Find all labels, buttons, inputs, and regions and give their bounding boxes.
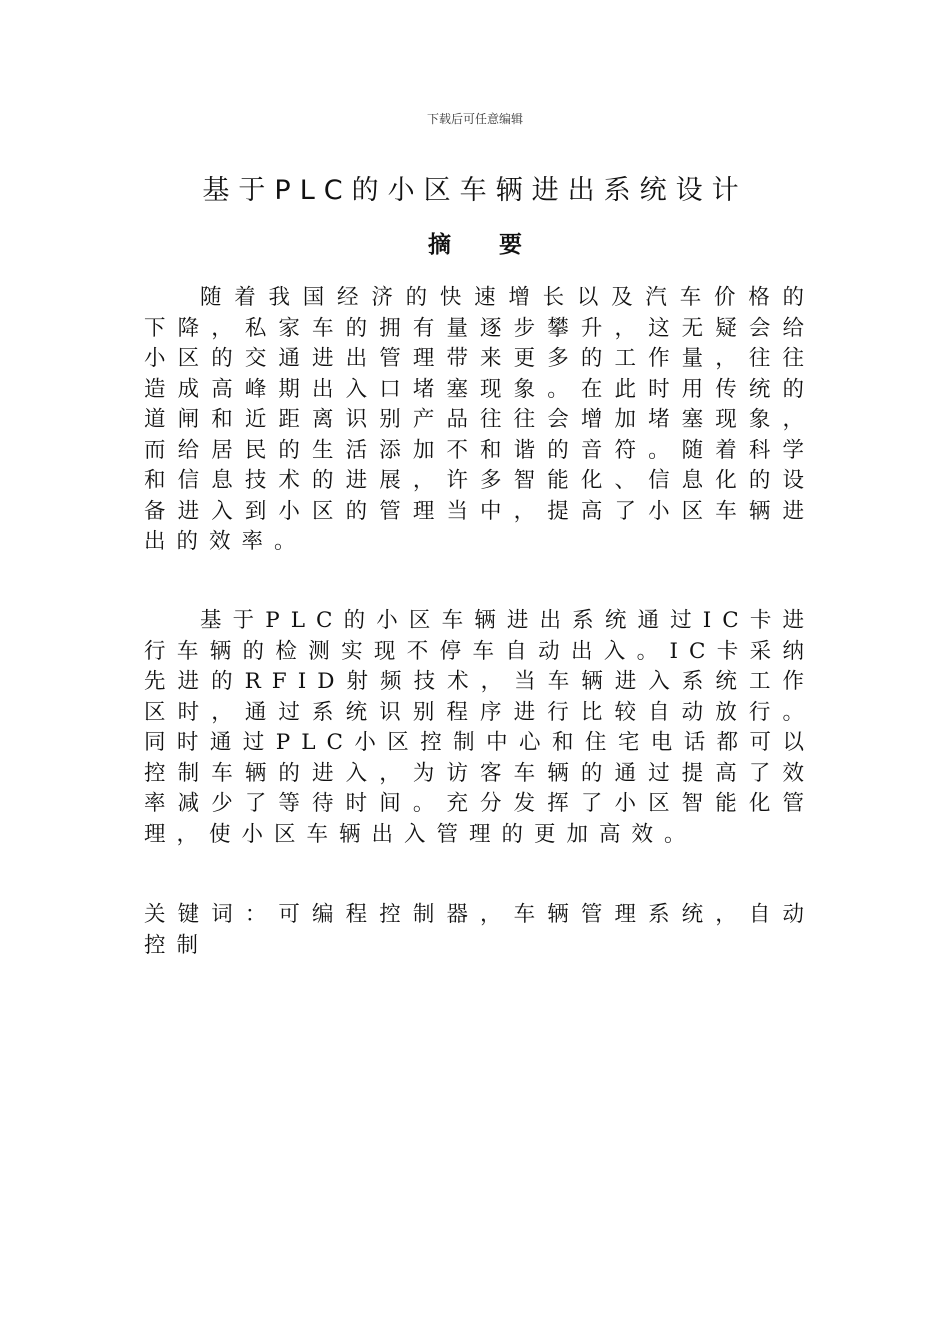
abstract-paragraph-1: 随着我国经济的快速增长以及汽车价格的下降，私家车的拥有量逐步攀升，这无疑会给小区的交通进出管理带来更多的工作量，往往造成高峰期出入口堵塞现象。在此时用传统的道闸和近距离识别产品往往会增加堵塞现象，而给居民的生活添加不和谐的音符。随着科学和信息技术的进展，许多智能化、信息化的设备进入到小区的管理当中，提高了小区车辆进出的效率。 bbox=[144, 285, 815, 554]
keywords-line: 关键词：可编程控制器，车辆管理系统，自动控制 bbox=[144, 902, 815, 958]
header-watermark: 下载后可任意编辑 bbox=[426, 112, 523, 126]
abstract-heading: 摘要 bbox=[428, 232, 570, 258]
abstract-paragraph-2: 基于PLC的小区车辆进出系统通过IC卡进行车辆的检测实现不停车自动出入。IC卡采纳先进的RFID射频技术，当车辆进入系统工作区时，通过系统识别程序进行比较自动放行。同时通过PLC小区控制中心和住宅电话都可以控制车辆的进入，为访客车辆的通过提高了效率减少了等待时间。充分发挥了小区智能化管理，使小区车辆出入管理的更加高效。 bbox=[144, 608, 815, 847]
document-title: 基于PLC的小区车辆进出系统设计 bbox=[202, 175, 748, 206]
